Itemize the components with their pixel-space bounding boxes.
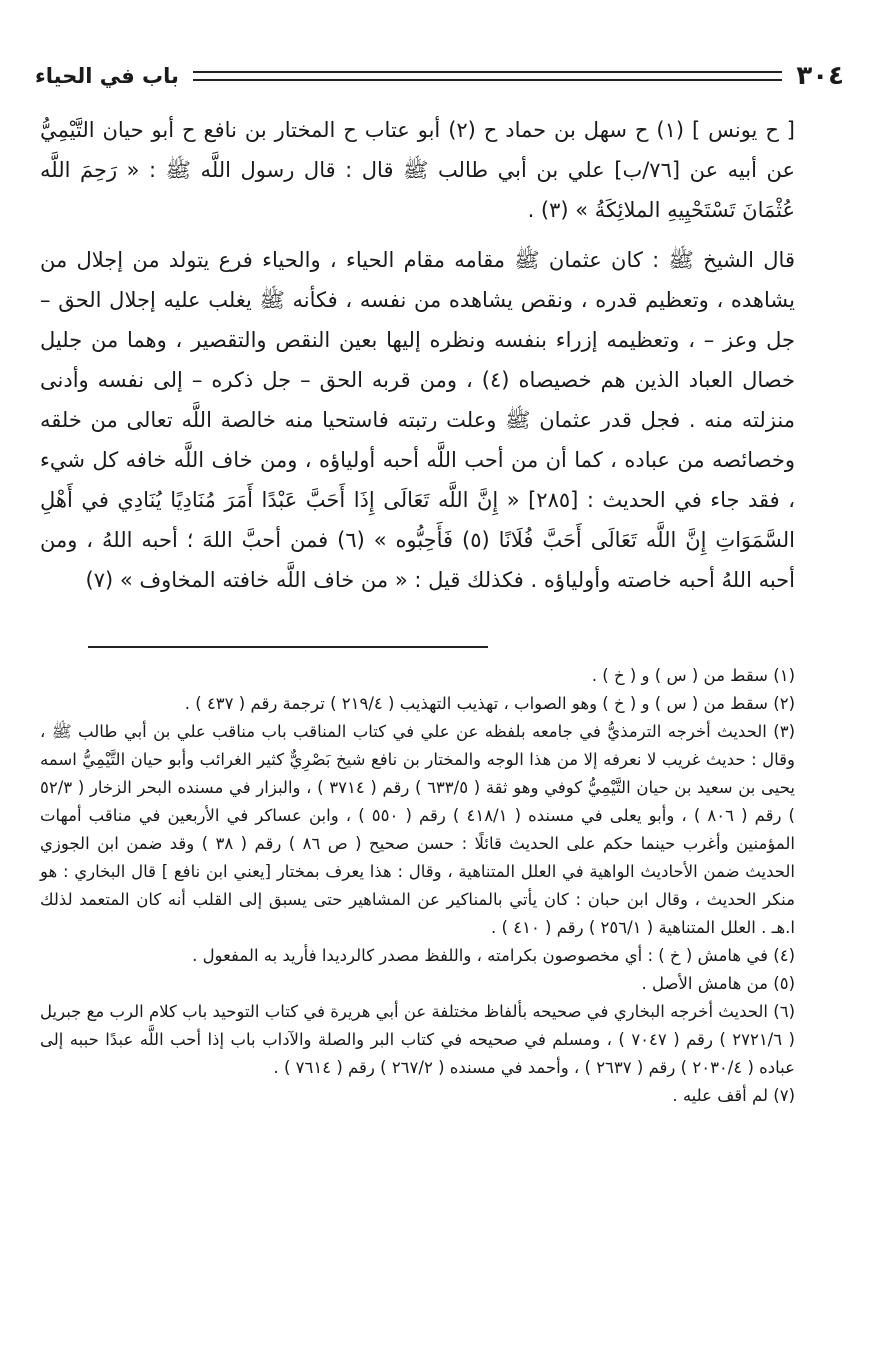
main-text [40,110,795,610]
footnote-6: (٦) الحديث أخرجه البخاري في صحيحه بألفاظ مختلفة عن أبي هريرة في كتاب التوحيد باب كلام الرب مع جبريل ( ٢٧٢١/٦ ) رقم ( ٧٠٤٧ ) ، ومسلم في صحيحه في كتاب البر والصلة والآداب باب إذا أحب اللَّه عبدًا حببه إلى عباده ( ٢٠٣٠/٤ ) رقم ( ٢٦٣٧ ) ، وأحمد في مسنده ( ٢٦٧/٢ ) رقم ( ٧٦١٤ ) . [40,1002,795,1077]
header-rule [193,71,782,81]
page-header [35,56,844,96]
page-number: ٣٠٤ [796,61,844,91]
footnotes [40,662,795,1110]
footnote-5: (٥) من هامش الأصل . [641,974,795,993]
footnote-divider [88,646,488,648]
running-head: باب في الحياء [35,64,179,88]
hadith-text: [ ح يونس ] (١) ح سهل بن حماد ح (٢) أبو عتاب ح المختار بن نافع ح أبو حيان التَّيْمِيُّ عن أبيه عن [٧٦/ب] علي بن أبي طالب ﷺ قال : قال رسول اللَّه ﷺ : « رَحِمَ اللَّه عُثْمَانَ تَسْتَحْيِيهِ الملائِكَةُ » (٣) . [40,118,795,222]
commentary-paragraph [40,240,795,600]
hadith-paragraph [40,110,795,230]
footnote-3: (٣) الحديث أخرجه الترمذيُّ في جامعه بلفظه عن علي في كتاب المناقب باب مناقب علي بن أبي طالب ﷺ ، وقال : حديث غريب لا نعرفه إلا من هذا الوجه والمختار بن نافع شيخ بَصْرِيٌّ كثير الغرائب وأبو حيان التَّيْمِيُّ اسمه يحيى بن سعيد بن حيان التَّيْمِيُّ كوفي وهو ثقة ( ٦٣٣/٥ ) رقم ( ٣٧١٤ ) ، والبزار في مسنده البحر الزخار ( ٥٢/٣ ) رقم ( ٨٠٦ ) ، وأبو يعلى في مسنده ( ٤١٨/١ ) رقم ( ٥٥٠ ) ، وابن عساكر في الأربعين في مناقب أمهات المؤمنين وأغرب حينما حكم على الحديث قائلًا : حسن صحيح ( ص ٨٦ ) رقم ( ٣٨ ) وقد ضمن ابن الجوزي الحديث ضمن الأحاديث الواهية في العلل المتناهية ، وقال : هذا يعرف بمختار [يعني ابن نافع ] قال البخاري : هو منكر الحديث ، وقال ابن حبان : كان يأتي بالمناكير عن المشاهير حتى يسبق إلى القلب أنه كان المتعمد لذلك ا.هـ . العلل المتناهية ( ٢٥٦/١ ) رقم ( ٤١٠ ) . [40,722,795,937]
footnote-1: (١) سقط من ( س ) و ( خ ) . [591,666,795,685]
footnote-2: (٢) سقط من ( س ) و ( خ ) وهو الصواب ، تهذيب التهذيب ( ٢١٩/٤ ) ترجمة رقم ( ٤٣٧ ) . [184,694,795,713]
footnote-7: (٧) لم أقف عليه . [672,1086,795,1105]
footnote-4: (٤) في هامش ( خ ) : أي مخصوصون بكرامته ، واللفظ مصدر كالرديدا فأريد به المفعول . [192,946,795,965]
commentary-text: قال الشيخ ﷺ : كان عثمان ﷺ مقامه مقام الحياء ، والحياء فرع يتولد من إجلال من يشاهده ، وتعظيم قدره ، ونقص يشاهده من نفسه ، فكأنه ﷺ يغلب عليه إجلال الحق – جل وعز – ، وتعظيمه إزراء بنفسه ونظره إليها بعين النقص والتقصير ، وهما من جليل خصال العباد الذين هم خصيصاه (٤) ، ومن قربه الحق – جل ذكره – إلى نفسه وأدنى منزلته منه . فجل قدر عثمان ﷺ وعلت رتبته فاستحيا منه خالصة اللَّه تعالى من خلقه وخصائصه من عباده ، كما أن من أحب اللَّه أحبه أولياؤه ، ومن خاف اللَّه خافه كل شيء ، فقد جاء في الحديث : [٢٨٥] « إِنَّ اللَّه تَعَالَى إِذَا أَحَبَّ عَبْدًا أَمَرَ مُنَادِيًا يُنَادِي في أَهْلِ السَّمَوَاتِ إِنَّ اللَّه تَعَالَى أَحَبَّ فُلَانًا (٥) فَأَحِبُّوه » (٦) فمن أحبَّ اللهَ ؛ أحبه اللهُ ، ومن أحبه اللهُ أحبه خاصته وأولياؤه . فكذلك قيل : « من خاف اللَّه خافته المخاوف » (٧) [40,248,796,592]
